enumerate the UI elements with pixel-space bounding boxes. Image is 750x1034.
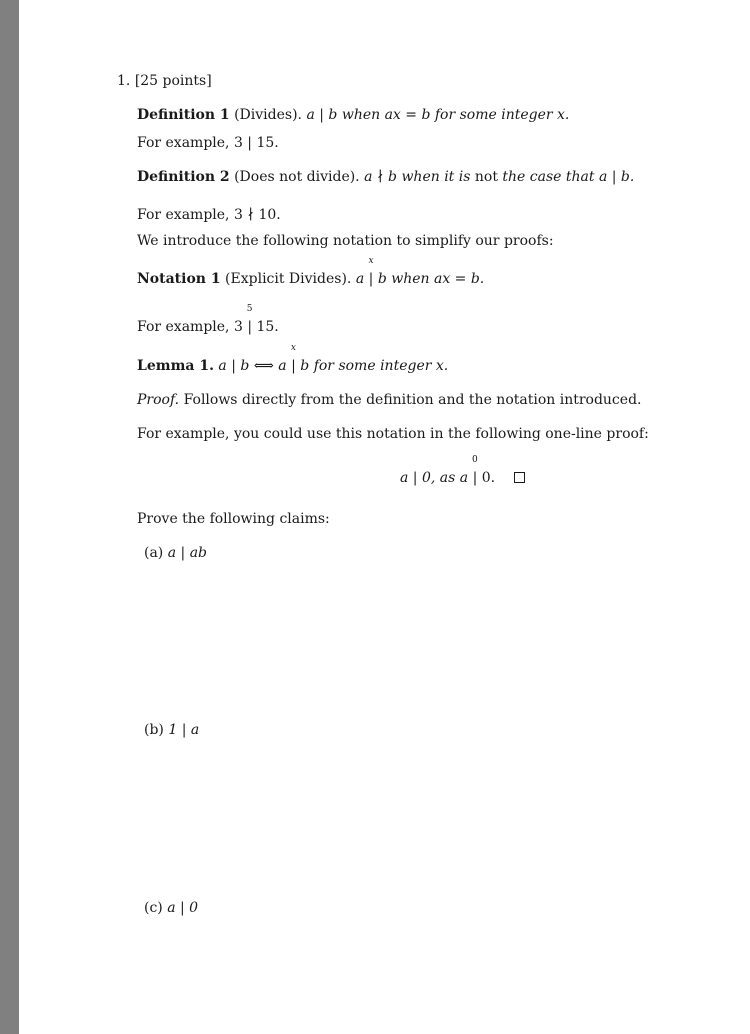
lemma-1-label: Lemma 1.: [137, 358, 214, 374]
definition-1-body: a | b when ax = b for some integer x.: [306, 107, 570, 123]
lemma-1-symbol: [290, 343, 297, 375]
notation-example: [137, 304, 279, 336]
definition-1: [137, 106, 569, 124]
one-line-proof-suffix: 0.: [481, 470, 496, 486]
definition-2-body-b: the case that a | b.: [502, 169, 635, 185]
qed-square-icon: [514, 472, 525, 483]
explicit-divides-bar: |: [368, 271, 374, 287]
notation-1-label: Notation 1: [137, 271, 221, 287]
notation-1-name: (Explicit Divides).: [225, 271, 352, 287]
problem-points: [25 points]: [134, 73, 212, 89]
one-line-proof-prefix: a | 0, as a: [400, 470, 469, 486]
claim-b: [144, 721, 199, 739]
claim-b-expr: 1 | a: [168, 722, 200, 738]
notation-1-rest: b when ax = b.: [377, 271, 485, 287]
definition-1-label: Definition 1: [137, 107, 230, 123]
claim-c-expr: a | 0: [167, 900, 199, 916]
document-page: [19, 0, 750, 1034]
claim-c: [144, 899, 198, 917]
one-line-proof: [400, 455, 525, 487]
one-line-proof-bar: |: [472, 470, 478, 486]
prove-intro: Prove the following claims:: [137, 511, 330, 527]
definition-1-name: (Divides).: [234, 107, 302, 123]
one-line-proof-over: 0: [472, 455, 478, 465]
lemma-1-lhs: a | b ⟺ a: [218, 358, 287, 374]
lemma-1-rest: b for some integer x.: [300, 358, 449, 374]
left-gutter: [0, 0, 19, 1034]
notation-example-over: 5: [246, 304, 253, 314]
notation-example-bar: |: [247, 319, 253, 335]
problem-number: 1.: [117, 73, 131, 89]
one-line-proof-symbol: [472, 455, 478, 487]
proof-text: Follows directly from the definition and the notation introduced.: [183, 392, 642, 408]
notation-1: [137, 256, 485, 288]
lemma-1-over: x: [290, 343, 297, 353]
notation-example-suffix: 15.: [256, 319, 279, 335]
intro-text: We introduce the following notation to simplify our proofs:: [137, 233, 554, 249]
lemma-1-bar: |: [291, 358, 296, 374]
proof-label: Proof.: [137, 392, 180, 408]
claim-a: [144, 544, 207, 562]
notation-example-prefix: For example, 3: [137, 319, 243, 335]
claim-a-expr: a | ab: [167, 545, 208, 561]
definition-2-body-not: not: [474, 169, 498, 185]
explicit-divides-over: x: [368, 256, 374, 266]
notation-example-symbol: [246, 304, 253, 336]
proof: [137, 391, 641, 409]
definition-2-body-a: a ∤ b when it is: [364, 169, 471, 185]
definition-2-example: For example, 3 ∤ 10.: [137, 207, 281, 223]
example-intro: For example, you could use this notation in the following one-line proof:: [137, 426, 649, 442]
definition-2-label: Definition 2: [137, 169, 230, 185]
definition-1-example: For example, 3 | 15.: [137, 135, 279, 151]
notation-1-lhs: a: [355, 271, 365, 287]
lemma-1: [137, 343, 449, 375]
claim-b-label: (b): [144, 722, 164, 738]
problem-header: [117, 72, 212, 90]
explicit-divides-symbol: [368, 256, 374, 288]
definition-2: [137, 168, 634, 186]
claim-c-label: (c): [144, 900, 163, 916]
definition-2-name: (Does not divide).: [234, 169, 360, 185]
claim-a-label: (a): [144, 545, 164, 561]
